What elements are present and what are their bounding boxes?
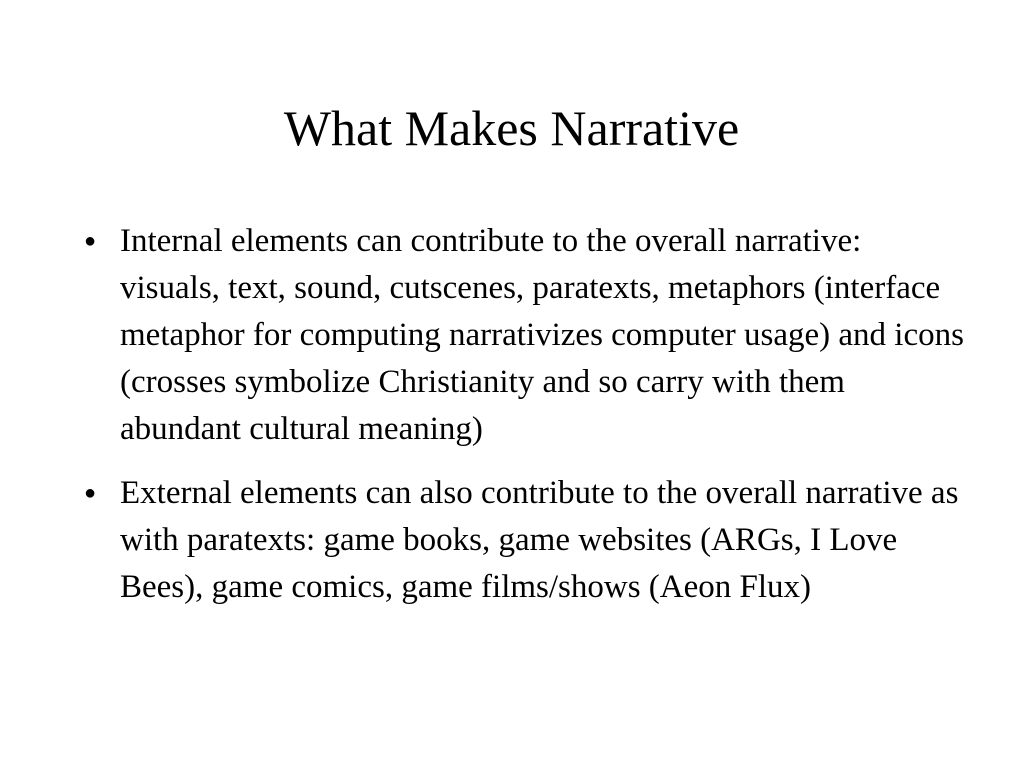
bullet-dot-icon: ●	[84, 482, 97, 504]
bullet-text-external-elements: External elements can also contribute to the overall narrative as with paratexts: game books, game websites (ARGs, I Love Bees), game comics, game films/shows (Aeon Flux)	[120, 475, 959, 605]
bullet-dot-icon: ●	[84, 230, 97, 252]
bullet-text-internal-elements: Internal elements can contribute to the overall narrative: visuals, text, sound, cutscenes, paratexts, metaphors (interface metaphor for computing narrativizes computer usage) and icons (crosses symbolize Christianity and so carry with them abundant cultural meaning)	[120, 223, 964, 447]
bullet-list	[84, 218, 964, 628]
bullet-item	[84, 470, 964, 611]
slide-title: What Makes Narrative	[283, 100, 740, 156]
bullet-item	[84, 218, 964, 453]
